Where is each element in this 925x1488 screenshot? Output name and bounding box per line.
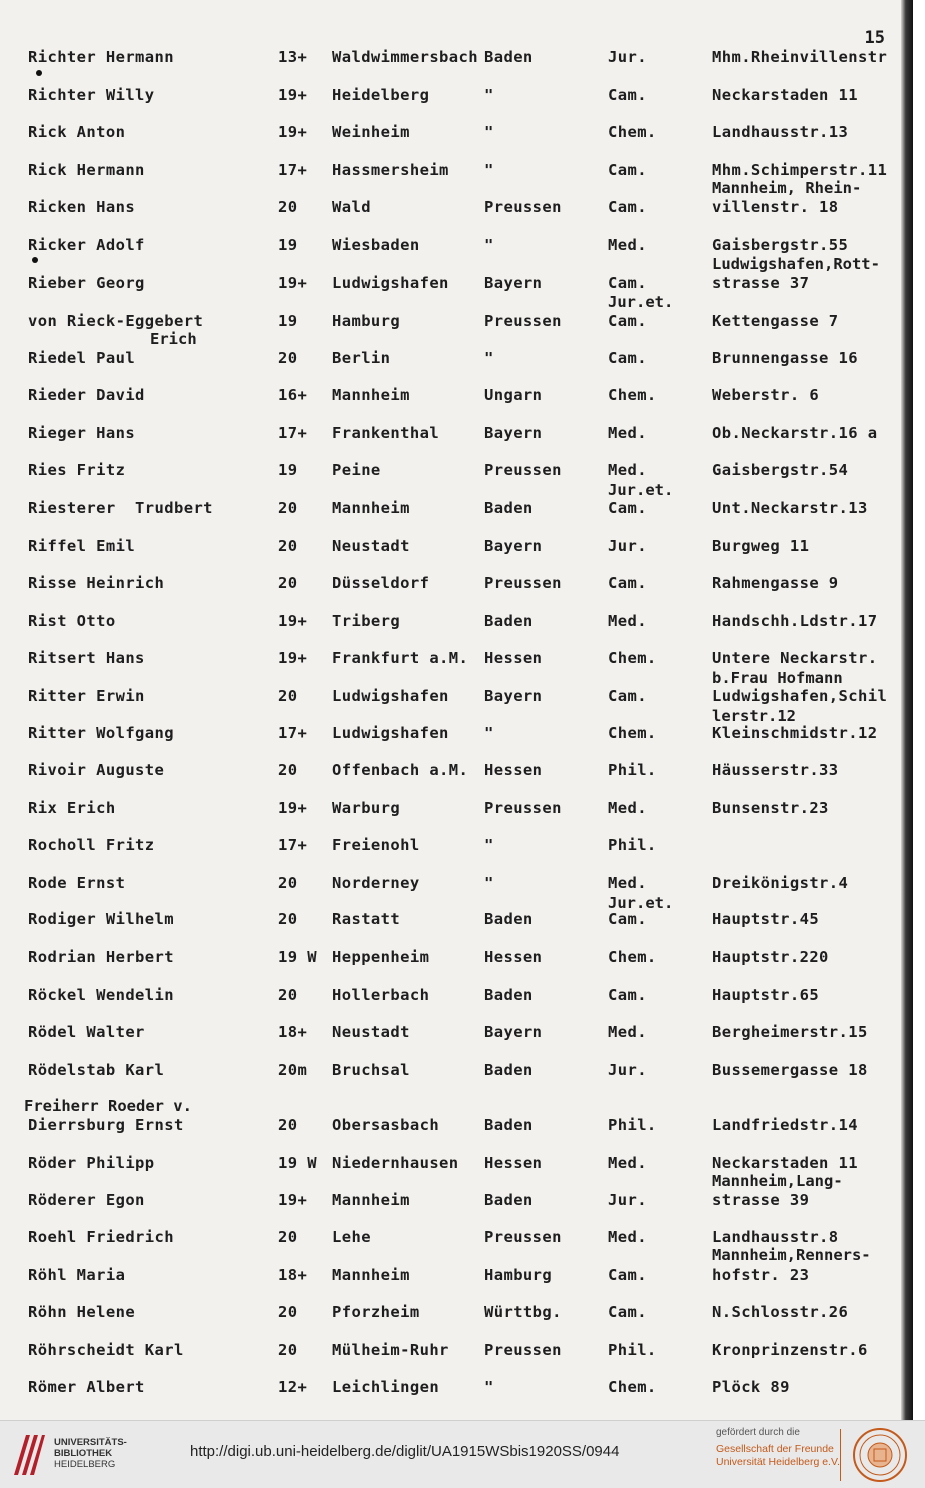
student-name: Rode Ernst [28,874,126,892]
student-name: Römer Albert [28,1378,145,1396]
register-row [0,1192,913,1214]
student-name: Roehl Friedrich [28,1228,174,1246]
library-name: UNIVERSITÄTS- BIBLIOTHEK HEIDELBERG [54,1437,127,1470]
state: " [484,236,494,254]
semester-count: 19 [278,461,298,479]
faculty: Med. [608,424,647,442]
student-name: Röhn Helene [28,1303,136,1321]
hometown: Hassmersheim [332,161,449,179]
faculty: Phil. [608,1116,657,1134]
hometown: Ludwigshafen [332,274,449,292]
faculty: Med. [608,1228,647,1246]
hometown: Mannheim [332,1266,410,1284]
hometown: Frankfurt a.M. [332,649,469,667]
state: Baden [484,1061,533,1079]
semester-count: 20 [278,1341,298,1359]
address-continuation: Mannheim, Rhein- [712,179,862,197]
state: Bayern [484,274,543,292]
register-row [0,87,913,109]
hometown: Hollerbach [332,986,430,1004]
register-row [0,199,913,221]
state: Bayern [484,424,543,442]
faculty: Cam. [608,574,647,592]
semester-count: 20 [278,986,298,1004]
hometown: Neustadt [332,1023,410,1041]
state: Hessen [484,1154,543,1172]
register-row [0,911,913,933]
hometown: Pforzheim [332,1303,420,1321]
student-name: Rödelstab Karl [28,1061,165,1079]
address-continuation: b.Frau Hofmann [712,669,843,687]
address: Mhm.Schimperstr.11 [712,161,888,179]
state: Bayern [484,687,543,705]
address: Handschh.Ldstr.17 [712,612,878,630]
state: Preussen [484,574,562,592]
ink-mark [36,70,42,76]
address: Kronprinzenstr.6 [712,1341,868,1359]
student-name: Ries Fritz [28,461,126,479]
student-name: Röderer Egon [28,1191,145,1209]
register-row [0,762,913,784]
sponsor-intro: gefördert durch die [716,1427,800,1438]
address: Kettengasse 7 [712,312,839,330]
semester-count: 20m [278,1061,308,1079]
address: Hauptstr.65 [712,986,820,1004]
state: Hessen [484,761,543,779]
hometown: Düsseldorf [332,574,430,592]
register-row [0,1062,913,1084]
address: Weberstr. 6 [712,386,820,404]
faculty: Cam. [608,1303,647,1321]
address-prefix-line: Mannheim,Lang- [712,1172,843,1190]
semester-count: 18+ [278,1266,308,1284]
faculty: Chem. [608,649,657,667]
address-continuation: Ludwigshafen,Rott- [712,255,880,273]
register-row [0,949,913,971]
hometown: Obersasbach [332,1116,440,1134]
faculty: Chem. [608,1378,657,1396]
address: Burgweg 11 [712,537,810,555]
student-name: Rick Hermann [28,161,145,179]
faculty: Med. [608,874,647,892]
hometown: Leichlingen [332,1378,440,1396]
state: " [484,836,494,854]
semester-count: 20 [278,574,298,592]
state: Baden [484,1191,533,1209]
semester-count: 19+ [278,274,308,292]
semester-count: 19+ [278,86,308,104]
state: Baden [484,499,533,517]
register-row [0,49,913,71]
faculty: Chem. [608,724,657,742]
semester-count: 20 [278,1116,298,1134]
register-row [0,837,913,859]
faculty: Cam. [608,274,647,292]
semester-count: 20 [278,349,298,367]
hometown: Norderney [332,874,420,892]
hometown: Mannheim [332,1191,410,1209]
register-row [0,124,913,146]
address: hofstr. 23 [712,1266,810,1284]
student-name: Rieger Hans [28,424,136,442]
state: " [484,349,494,367]
student-name: Rieder David [28,386,145,404]
address: Neckarstaden 11 [712,86,858,104]
semester-count: 20 [278,198,298,216]
student-name: Ritsert Hans [28,649,145,667]
faculty: Med. [608,1023,647,1041]
hometown: Triberg [332,612,401,630]
faculty: Phil. [608,761,657,779]
register-row [0,987,913,1009]
semester-count: 17+ [278,724,308,742]
semester-count: 17+ [278,424,308,442]
footer-divider [840,1429,841,1481]
state: Bayern [484,537,543,555]
register-row [0,1267,913,1289]
hometown: Heppenheim [332,948,430,966]
address: Ludwigshafen,Schil [712,687,888,705]
faculty: Med. [608,799,647,817]
faculty: Chem. [608,948,657,966]
semester-count: 19+ [278,799,308,817]
student-name: Riesterer Trudbert [28,499,213,517]
register-row [0,1304,913,1326]
page-number: 15 [864,28,885,48]
address: Rahmengasse 9 [712,574,839,592]
state: " [484,724,494,742]
faculty-continuation: Jur.et. [608,293,674,311]
semester-count: 20 [278,761,298,779]
state: " [484,86,494,104]
hometown: Berlin [332,349,391,367]
semester-count: 19 W [278,948,317,966]
state: Preussen [484,799,562,817]
student-name: Rist Otto [28,612,116,630]
address: Landfriedstr.14 [712,1116,858,1134]
semester-count: 20 [278,537,298,555]
student-name: Ritter Wolfgang [28,724,174,742]
library-logo-icon [12,1431,46,1477]
address: Bergheimerstr.15 [712,1023,868,1041]
state: Hamburg [484,1266,553,1284]
faculty: Cam. [608,687,647,705]
hometown: Freienohl [332,836,420,854]
address: Landhausstr.8 [712,1228,839,1246]
hometown: Lehe [332,1228,371,1246]
semester-count: 13+ [278,48,308,66]
hometown: Frankenthal [332,424,440,442]
faculty: Jur. [608,1061,647,1079]
faculty-continuation: Jur.et. [608,481,674,499]
address: strasse 39 [712,1191,810,1209]
register-row [0,350,913,372]
faculty: Med. [608,236,647,254]
semester-count: 17+ [278,161,308,179]
address: Bussemergasse 18 [712,1061,868,1079]
hometown: Waldwimmersbach [332,48,478,66]
hometown: Mülheim-Ruhr [332,1341,449,1359]
address: villenstr. 18 [712,198,839,216]
faculty: Phil. [608,836,657,854]
register-row [0,1342,913,1364]
hometown: Peine [332,461,381,479]
faculty: Jur. [608,48,647,66]
semester-count: 19+ [278,1191,308,1209]
register-row [0,275,913,297]
state: Baden [484,1116,533,1134]
register-row [0,613,913,635]
address: Hauptstr.45 [712,910,820,928]
faculty: Cam. [608,499,647,517]
address: Bunsenstr.23 [712,799,829,817]
faculty: Cam. [608,349,647,367]
student-name: Rieber Georg [28,274,145,292]
address: N.Schlosstr.26 [712,1303,849,1321]
hometown: Weinheim [332,123,410,141]
faculty: Cam. [608,1266,647,1284]
semester-count: 20 [278,499,298,517]
state: Baden [484,986,533,1004]
faculty-continuation: Jur.et. [608,894,674,912]
student-name: Richter Willy [28,86,155,104]
faculty: Chem. [608,123,657,141]
student-name: Risse Heinrich [28,574,165,592]
faculty: Med. [608,461,647,479]
semester-count: 20 [278,1228,298,1246]
state: Preussen [484,461,562,479]
hometown: Heidelberg [332,86,430,104]
semester-count: 18+ [278,1023,308,1041]
hometown: Niedernhausen [332,1154,459,1172]
semester-count: 19+ [278,649,308,667]
hometown: Mannheim [332,499,410,517]
state: Baden [484,612,533,630]
semester-count: 20 [278,910,298,928]
semester-count: 19+ [278,612,308,630]
address: Neckarstaden 11 [712,1154,858,1172]
name-continuation: Erich [150,330,197,348]
register-row [0,725,913,747]
register-row [0,875,913,897]
state: Bayern [484,1023,543,1041]
register-row [0,575,913,597]
name-prefix-line: Freiherr Roeder v. [24,1097,192,1115]
state: Preussen [484,198,562,216]
state: Hessen [484,649,543,667]
address: Häusserstr.33 [712,761,839,779]
state: Ungarn [484,386,543,404]
faculty: Jur. [608,537,647,555]
address: Plöck 89 [712,1378,790,1396]
faculty: Jur. [608,1191,647,1209]
faculty: Cam. [608,910,647,928]
state: " [484,874,494,892]
register-row [0,538,913,560]
address: Ob.Neckarstr.16 a [712,424,878,442]
state: Baden [484,48,533,66]
register-row [0,1117,913,1139]
faculty: Phil. [608,1341,657,1359]
student-name: Rivoir Auguste [28,761,165,779]
student-name: Ritter Erwin [28,687,145,705]
student-name: von Rieck-Eggebert [28,312,204,330]
register-row [0,313,913,335]
state: Hessen [484,948,543,966]
student-name: Rodrian Herbert [28,948,174,966]
semester-count: 20 [278,1303,298,1321]
student-name: Röhrscheidt Karl [28,1341,184,1359]
hometown: Ludwigshafen [332,687,449,705]
state: " [484,123,494,141]
ink-mark [32,257,38,263]
viewer-footer [0,1420,925,1488]
faculty: Cam. [608,198,647,216]
semester-count: 20 [278,687,298,705]
semester-count: 17+ [278,836,308,854]
semester-count: 19 [278,312,298,330]
faculty: Med. [608,1154,647,1172]
address: Gaisbergstr.54 [712,461,849,479]
student-name: Rödel Walter [28,1023,145,1041]
hometown: Ludwigshafen [332,724,449,742]
address: Landhausstr.13 [712,123,849,141]
hometown: Mannheim [332,386,410,404]
student-name: Ricken Hans [28,198,136,216]
address: Kleinschmidstr.12 [712,724,878,742]
state: Preussen [484,1341,562,1359]
register-row [0,1024,913,1046]
state: Preussen [484,1228,562,1246]
register-row [0,462,913,484]
register-row [0,800,913,822]
register-row [0,1379,913,1401]
semester-count: 12+ [278,1378,308,1396]
address: Brunnengasse 16 [712,349,858,367]
student-name: Richter Hermann [28,48,174,66]
address-prefix-line: Mannheim,Renners- [712,1246,871,1264]
state: Baden [484,910,533,928]
state: " [484,161,494,179]
semester-count: 19 W [278,1154,317,1172]
address: strasse 37 [712,274,810,292]
hometown: Warburg [332,799,401,817]
hometown: Hamburg [332,312,401,330]
hometown: Wiesbaden [332,236,420,254]
student-name: Röder Philipp [28,1154,155,1172]
address: Unt.Neckarstr.13 [712,499,868,517]
address: Hauptstr.220 [712,948,829,966]
student-name: Ricker Adolf [28,236,145,254]
student-name: Riedel Paul [28,349,136,367]
faculty: Cam. [608,161,647,179]
hometown: Neustadt [332,537,410,555]
address: Dreikönigstr.4 [712,874,849,892]
student-name: Rodiger Wilhelm [28,910,174,928]
faculty: Cam. [608,986,647,1004]
faculty: Med. [608,612,647,630]
faculty: Cam. [608,312,647,330]
state: Preussen [484,312,562,330]
faculty: Chem. [608,386,657,404]
student-name: Rick Anton [28,123,126,141]
sponsor-name: Gesellschaft der Freunde Universität Heidelberg e.V. [716,1443,840,1468]
student-name: Rocholl Fritz [28,836,155,854]
address: Mhm.Rheinvillenstr [712,48,888,66]
state: Württbg. [484,1303,562,1321]
address: Untere Neckarstr. [712,649,878,667]
student-name: Riffel Emil [28,537,136,555]
student-name: Röhl Maria [28,1266,126,1284]
hometown: Bruchsal [332,1061,410,1079]
semester-count: 19 [278,236,298,254]
address: Gaisbergstr.55 [712,236,849,254]
university-seal-icon [852,1427,908,1483]
state: " [484,1378,494,1396]
hometown: Offenbach a.M. [332,761,469,779]
register-row [0,425,913,447]
semester-count: 19+ [278,123,308,141]
register-row [0,500,913,522]
faculty: Cam. [608,86,647,104]
student-name: Dierrsburg Ernst [28,1116,184,1134]
address-continuation: lerstr.12 [712,707,796,725]
semester-count: 20 [278,874,298,892]
hometown: Rastatt [332,910,401,928]
student-name: Röckel Wendelin [28,986,174,1004]
student-name: Rix Erich [28,799,116,817]
register-row [0,387,913,409]
permalink-url[interactable]: http://digi.ub.uni-heidelberg.de/diglit/UA1915WSbis1920SS/0944 [190,1443,620,1460]
semester-count: 16+ [278,386,308,404]
hometown: Wald [332,198,371,216]
